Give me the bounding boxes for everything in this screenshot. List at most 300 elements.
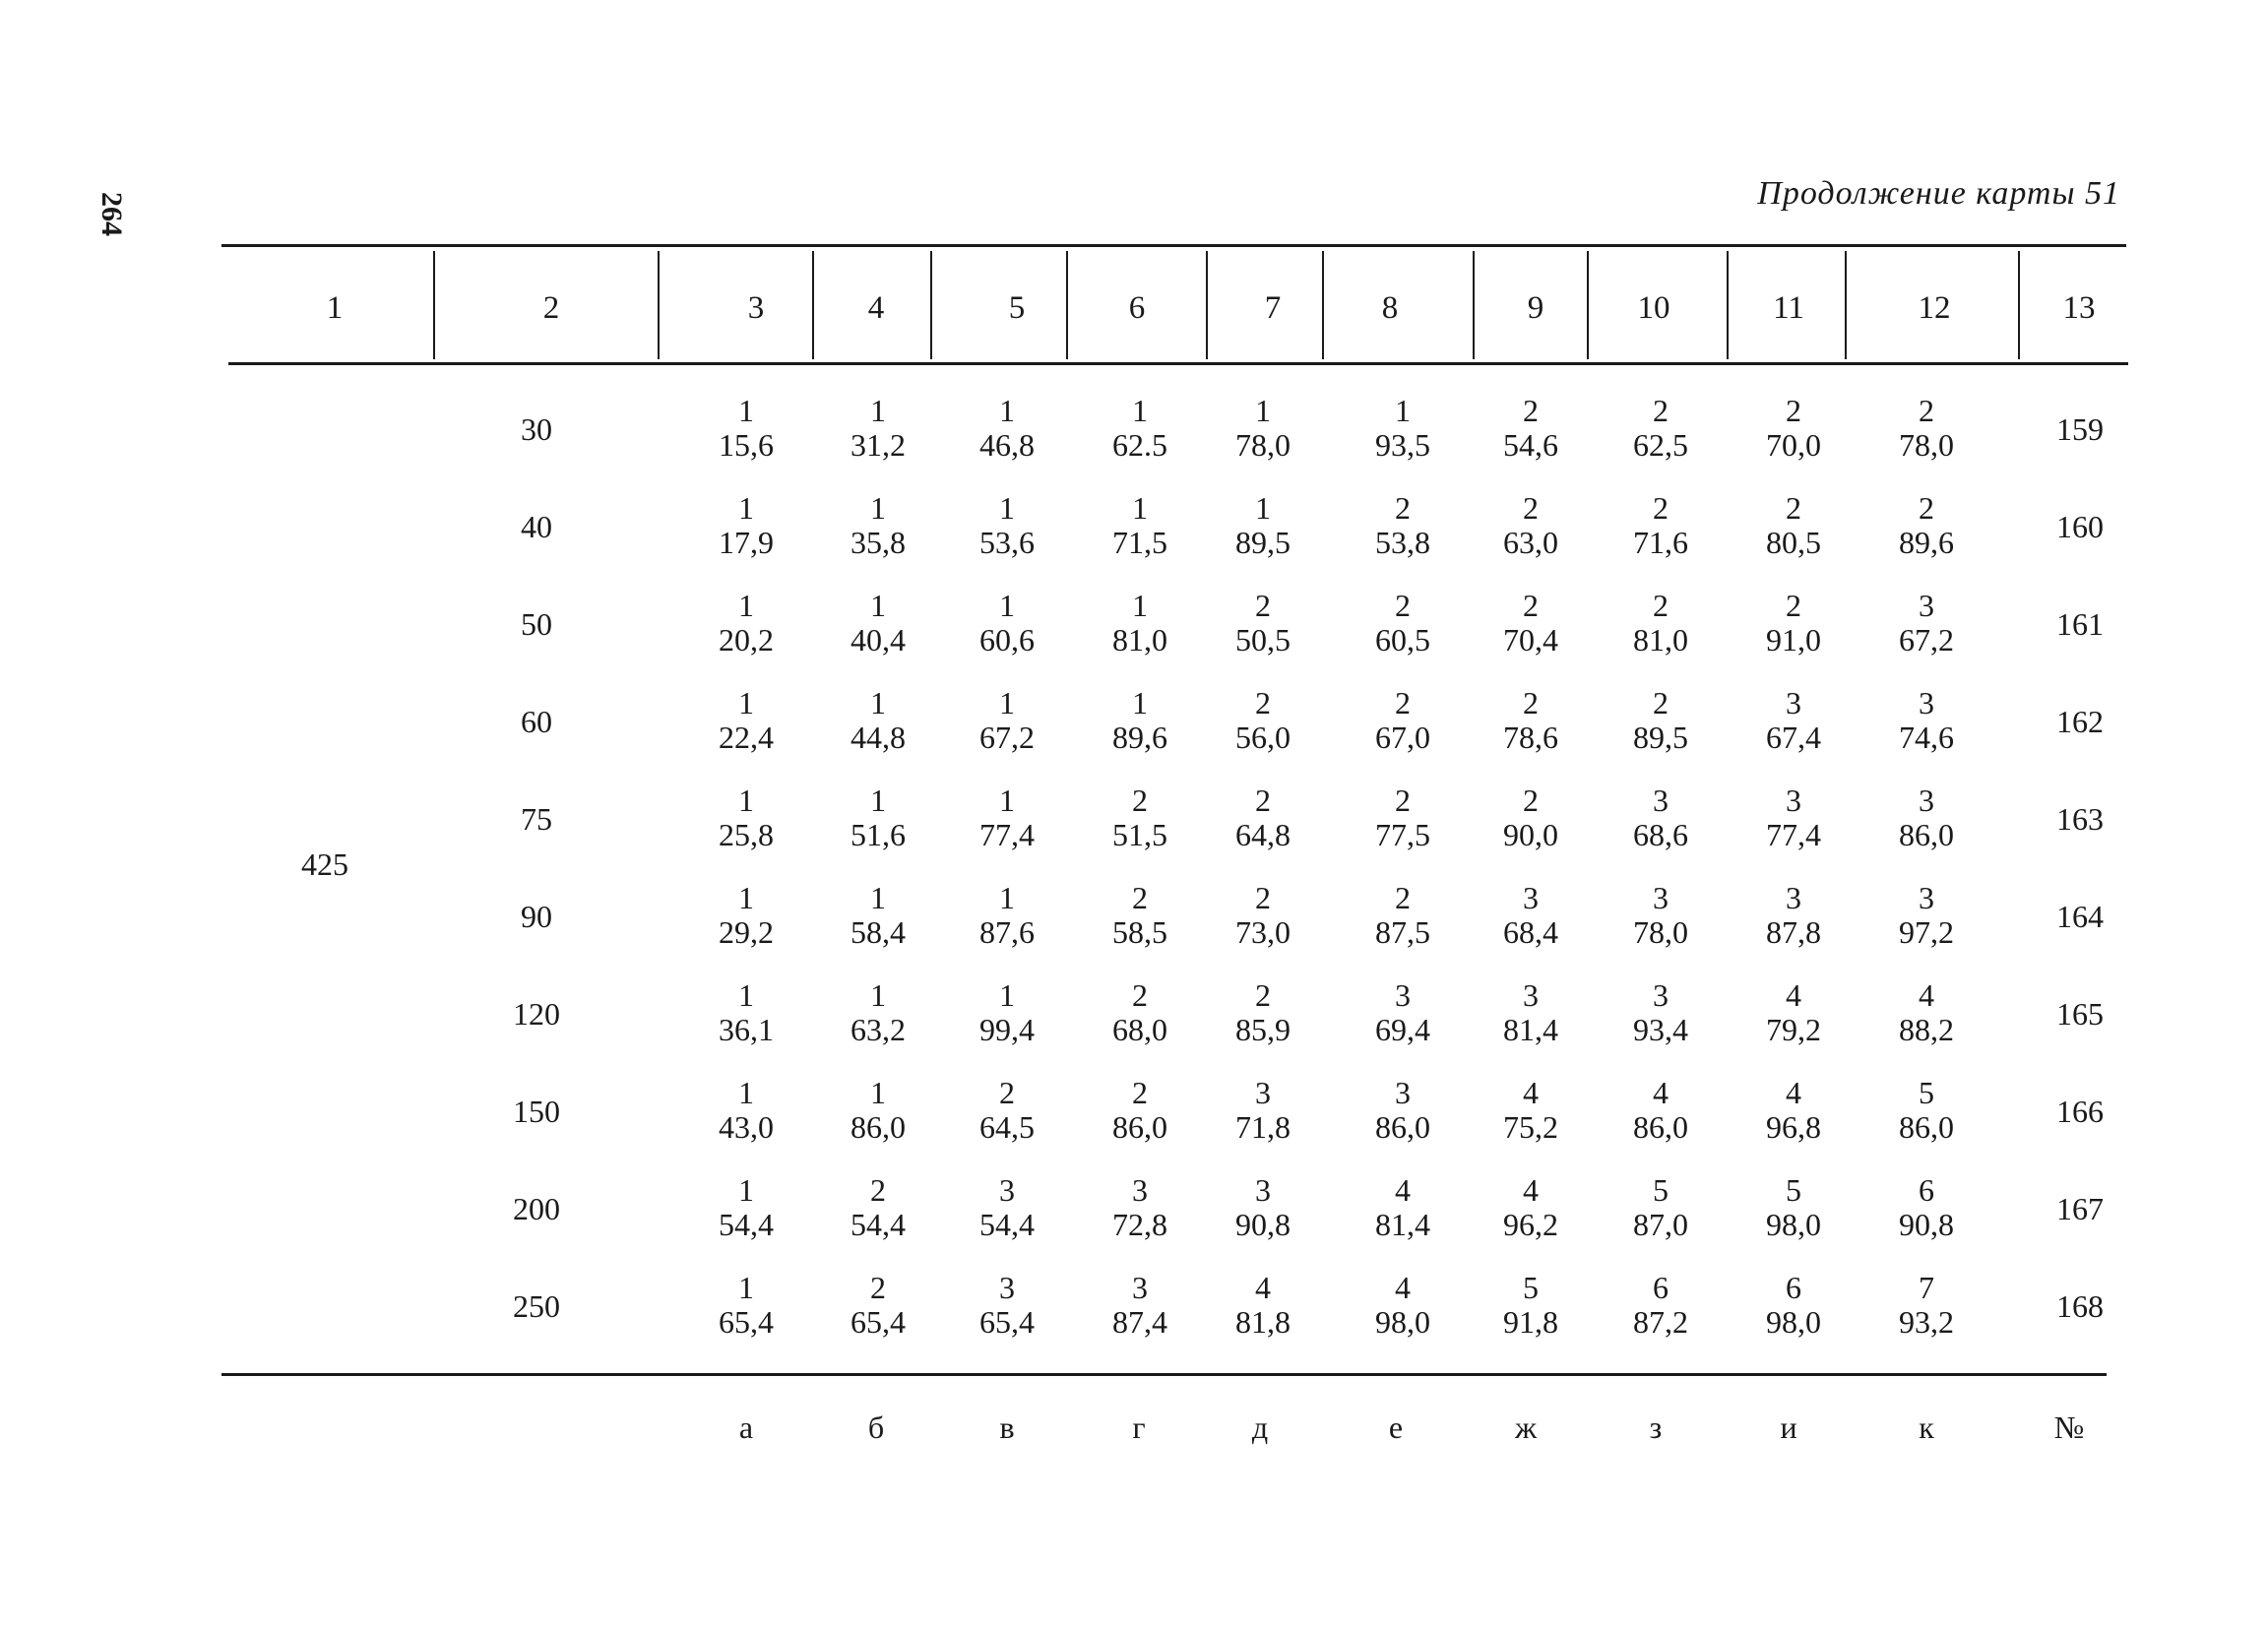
table-cell [824,589,932,657]
cell-bottom-value: 60,6 [979,622,1035,657]
cell-bottom-value: 64,8 [1235,817,1291,852]
table-cell [1086,394,1194,463]
column-header: 13 [2062,290,2096,326]
table-cell [1872,394,1981,463]
cell-top-value: 6 [1653,1270,1669,1305]
cell-bottom-value: 93,5 [1375,427,1430,463]
table-cell [1606,686,1715,755]
cell-bottom-value: 86,0 [1633,1109,1688,1145]
cell-bottom-value: 17,9 [719,525,774,560]
column-divider [1845,251,1847,359]
cell-bottom-value: 50,5 [1235,622,1291,657]
cell-top-value: 1 [1132,588,1148,623]
table-cell [1872,1173,1981,1242]
cell-bottom-value: 54,4 [850,1207,906,1242]
row-number: 165 [2056,996,2104,1032]
cell-bottom-value: 73,0 [1235,914,1291,950]
cell-top-value: 3 [1395,977,1411,1013]
column-divider [812,251,814,359]
cell-top-value: 2 [870,1270,886,1305]
table-cell [1477,783,1585,852]
cell-top-value: 2 [1523,783,1539,818]
column-divider [1206,251,1208,359]
table-cell [953,881,1061,950]
table-cell [824,686,932,755]
cell-bottom-value: 35,8 [850,525,906,560]
page-number: 264 [95,192,128,236]
cell-bottom-value: 22,4 [719,720,774,755]
cell-top-value: 2 [1653,588,1669,623]
table-cell [1739,1173,1848,1242]
table-cell [1606,881,1715,950]
cell-bottom-value: 90,0 [1503,817,1558,852]
table-bottom-rule [221,1373,2107,1376]
cell-bottom-value: 81,4 [1503,1012,1558,1047]
cell-top-value: 3 [999,1270,1015,1305]
cell-top-value: 5 [1653,1172,1669,1208]
cell-bottom-value: 62,5 [1633,427,1688,463]
cell-bottom-value: 71,5 [1112,525,1167,560]
cell-bottom-value: 53,6 [979,525,1035,560]
cell-top-value: 1 [738,880,754,915]
cell-top-value: 2 [1919,393,1934,428]
column-1-value: 425 [301,846,348,882]
table-cell [692,1173,800,1242]
cell-bottom-value: 89,6 [1899,525,1954,560]
column-header: 9 [1527,290,1544,326]
cell-bottom-value: 71,6 [1633,525,1688,560]
table-cell [692,1271,800,1340]
column-divider [1727,251,1729,359]
cell-top-value: 3 [1523,880,1539,915]
cell-top-value: 4 [1395,1172,1411,1208]
cell-bottom-value: 80,5 [1766,525,1821,560]
cell-bottom-value: 87,4 [1112,1304,1167,1340]
cell-top-value: 3 [1132,1270,1148,1305]
cell-bottom-value: 86,0 [1112,1109,1167,1145]
table-cell [953,1173,1061,1242]
table-cell [1349,783,1457,852]
cell-bottom-value: 86,0 [1899,1109,1954,1145]
cell-top-value: 1 [870,393,886,428]
cell-top-value: 1 [870,1075,886,1110]
table-cell [1349,978,1457,1047]
table-cell [1606,491,1715,560]
row-number: 161 [2056,606,2104,642]
row-number: 166 [2056,1094,2104,1129]
cell-bottom-value: 93,2 [1899,1304,1954,1340]
row-column-2-value: 150 [513,1094,560,1129]
cell-bottom-value: 78,0 [1235,427,1291,463]
table-cell [824,783,932,852]
cell-top-value: 1 [870,977,886,1013]
table-cell [824,1076,932,1145]
row-column-2-value: 200 [513,1191,560,1226]
cell-bottom-value: 51,6 [850,817,906,852]
cell-top-value: 1 [999,588,1015,623]
table-cell [1086,491,1194,560]
table-caption: Продолжение карты 51 [1757,175,2120,212]
row-column-2-value: 50 [521,606,552,642]
table-cell [1606,783,1715,852]
cell-bottom-value: 87,6 [979,914,1035,950]
cell-top-value: 2 [1786,490,1801,526]
cell-top-value: 1 [738,783,754,818]
cell-top-value: 7 [1919,1270,1934,1305]
cell-top-value: 2 [1255,783,1271,818]
table-cell [1606,1076,1715,1145]
cell-bottom-value: 69,4 [1375,1012,1430,1047]
table-cell [1086,1076,1194,1145]
cell-top-value: 4 [1786,1075,1801,1110]
cell-top-value: 3 [1523,977,1539,1013]
cell-bottom-value: 63,2 [850,1012,906,1047]
cell-top-value: 1 [870,880,886,915]
table-cell [1477,1173,1585,1242]
column-divider [2018,251,2020,359]
table-cell [1349,394,1457,463]
cell-top-value: 2 [1395,783,1411,818]
cell-top-value: 1 [999,880,1015,915]
cell-bottom-value: 58,4 [850,914,906,950]
footer-letter: е [1388,1409,1404,1445]
table-cell [1086,978,1194,1047]
table-cell [953,1271,1061,1340]
footer-letter: з [1649,1409,1663,1445]
column-divider [1322,251,1324,359]
table-cell [1739,686,1848,755]
cell-top-value: 2 [1653,490,1669,526]
table-cell [1209,1173,1317,1242]
cell-bottom-value: 85,9 [1235,1012,1291,1047]
cell-bottom-value: 56,0 [1235,720,1291,755]
cell-top-value: 1 [1132,685,1148,720]
cell-top-value: 1 [738,588,754,623]
table-cell [953,1076,1061,1145]
cell-top-value: 1 [738,977,754,1013]
cell-top-value: 1 [870,783,886,818]
table-cell [953,394,1061,463]
table-cell [1477,978,1585,1047]
table-cell [1209,394,1317,463]
cell-top-value: 1 [870,490,886,526]
cell-top-value: 3 [1919,783,1934,818]
cell-top-value: 2 [1786,393,1801,428]
cell-top-value: 4 [1786,977,1801,1013]
cell-top-value: 1 [738,1172,754,1208]
column-divider [1066,251,1068,359]
cell-bottom-value: 88,2 [1899,1012,1954,1047]
cell-bottom-value: 91,0 [1766,622,1821,657]
table-cell [692,589,800,657]
cell-bottom-value: 98,0 [1766,1207,1821,1242]
column-divider [1473,251,1475,359]
table-cell [1086,783,1194,852]
cell-bottom-value: 89,6 [1112,720,1167,755]
cell-top-value: 1 [738,1075,754,1110]
cell-bottom-value: 86,0 [850,1109,906,1145]
table-cell [824,394,932,463]
row-number: 164 [2056,899,2104,934]
cell-bottom-value: 54,4 [719,1207,774,1242]
table-cell [692,491,800,560]
table-cell [1209,1076,1317,1145]
cell-bottom-value: 63,0 [1503,525,1558,560]
table-cell [824,1271,932,1340]
cell-bottom-value: 65,4 [850,1304,906,1340]
cell-top-value: 1 [999,977,1015,1013]
cell-top-value: 4 [1523,1172,1539,1208]
cell-top-value: 2 [1395,490,1411,526]
row-number: 162 [2056,704,2104,739]
cell-bottom-value: 65,4 [979,1304,1035,1340]
cell-top-value: 1 [1395,393,1411,428]
table-cell [953,686,1061,755]
row-number: 159 [2056,411,2104,447]
cell-bottom-value: 87,8 [1766,914,1821,950]
cell-top-value: 4 [1919,977,1934,1013]
footer-letter: ж [1514,1409,1538,1445]
table-cell [1872,1076,1981,1145]
table-cell [1477,686,1585,755]
cell-bottom-value: 71,8 [1235,1109,1291,1145]
table-cell [1477,1271,1585,1340]
cell-top-value: 2 [999,1075,1015,1110]
cell-top-value: 1 [999,393,1015,428]
cell-bottom-value: 91,8 [1503,1304,1558,1340]
row-column-2-value: 30 [521,411,552,447]
cell-bottom-value: 64,5 [979,1109,1035,1145]
column-header: 12 [1918,290,1951,326]
table-cell [1209,881,1317,950]
cell-top-value: 1 [870,588,886,623]
table-cell [1606,589,1715,657]
table-cell [1739,491,1848,560]
column-divider [433,251,435,359]
cell-top-value: 2 [1255,588,1271,623]
cell-bottom-value: 29,2 [719,914,774,950]
cell-top-value: 2 [1132,783,1148,818]
cell-top-value: 3 [1255,1075,1271,1110]
cell-top-value: 1 [870,685,886,720]
cell-bottom-value: 62.5 [1112,427,1167,463]
cell-bottom-value: 54,6 [1503,427,1558,463]
cell-bottom-value: 70,0 [1766,427,1821,463]
cell-bottom-value: 79,2 [1766,1012,1821,1047]
cell-bottom-value: 89,5 [1235,525,1291,560]
cell-top-value: 6 [1919,1172,1934,1208]
column-header: 10 [1637,290,1670,326]
row-column-2-value: 40 [521,509,552,544]
table-cell [1349,1076,1457,1145]
column-header: 2 [542,290,560,326]
table-cell [1349,1173,1457,1242]
cell-top-value: 3 [1395,1075,1411,1110]
table-cell [1477,491,1585,560]
table-cell [1349,589,1457,657]
column-header: 3 [747,290,765,326]
cell-top-value: 2 [1653,685,1669,720]
footer-letter: б [867,1409,885,1445]
cell-top-value: 1 [999,685,1015,720]
cell-top-value: 1 [1132,490,1148,526]
cell-bottom-value: 74,6 [1899,720,1954,755]
table-cell [692,783,800,852]
table-cell [1086,1271,1194,1340]
cell-top-value: 2 [1786,588,1801,623]
cell-bottom-value: 67,2 [979,720,1035,755]
cell-bottom-value: 60,5 [1375,622,1430,657]
cell-top-value: 2 [1255,685,1271,720]
cell-top-value: 4 [1395,1270,1411,1305]
cell-bottom-value: 86,0 [1899,817,1954,852]
cell-top-value: 1 [1132,393,1148,428]
table-cell [1209,589,1317,657]
table-cell [1477,589,1585,657]
cell-top-value: 3 [999,1172,1015,1208]
table-cell [953,783,1061,852]
column-header: 4 [867,290,885,326]
table-cell [824,978,932,1047]
cell-bottom-value: 65,4 [719,1304,774,1340]
table-cell [1209,686,1317,755]
table-cell [1739,394,1848,463]
cell-bottom-value: 96,2 [1503,1207,1558,1242]
cell-top-value: 2 [1395,588,1411,623]
footer-letter: № [2053,1409,2085,1445]
cell-top-value: 3 [1919,685,1934,720]
cell-bottom-value: 86,0 [1375,1109,1430,1145]
cell-top-value: 2 [1523,588,1539,623]
column-divider [1587,251,1589,359]
table-cell [1739,1076,1848,1145]
cell-bottom-value: 99,4 [979,1012,1035,1047]
table-cell [824,1173,932,1242]
cell-bottom-value: 36,1 [719,1012,774,1047]
cell-top-value: 4 [1653,1075,1669,1110]
cell-bottom-value: 78,0 [1633,914,1688,950]
cell-bottom-value: 90,8 [1899,1207,1954,1242]
table-cell [1606,1271,1715,1340]
cell-top-value: 3 [1919,880,1934,915]
cell-top-value: 1 [738,490,754,526]
footer-letter: в [999,1409,1015,1445]
cell-top-value: 3 [1132,1172,1148,1208]
table-cell [692,1076,800,1145]
cell-bottom-value: 96,8 [1766,1109,1821,1145]
table-cell [1209,783,1317,852]
cell-top-value: 3 [1786,783,1801,818]
cell-bottom-value: 81,0 [1112,622,1167,657]
table-cell [1209,978,1317,1047]
cell-bottom-value: 25,8 [719,817,774,852]
cell-top-value: 5 [1919,1075,1934,1110]
table-cell [1739,783,1848,852]
table-cell [824,881,932,950]
header-bottom-rule [228,362,2128,365]
cell-bottom-value: 97,2 [1899,914,1954,950]
table-cell [1349,491,1457,560]
cell-bottom-value: 46,8 [979,427,1035,463]
cell-top-value: 1 [999,490,1015,526]
table-cell [1872,881,1981,950]
table-cell [1872,1271,1981,1340]
cell-top-value: 2 [1132,977,1148,1013]
cell-bottom-value: 81,4 [1375,1207,1430,1242]
cell-top-value: 2 [1653,393,1669,428]
footer-letter: д [1251,1409,1269,1445]
table-cell [692,394,800,463]
cell-bottom-value: 78,0 [1899,427,1954,463]
column-divider [930,251,932,359]
cell-bottom-value: 70,4 [1503,622,1558,657]
cell-bottom-value: 90,8 [1235,1207,1291,1242]
cell-top-value: 2 [870,1172,886,1208]
table-cell [692,978,800,1047]
table-cell [1209,1271,1317,1340]
footer-letter: г [1132,1409,1146,1445]
table-cell [1739,881,1848,950]
row-number: 167 [2056,1191,2104,1226]
cell-bottom-value: 58,5 [1112,914,1167,950]
cell-top-value: 6 [1786,1270,1801,1305]
cell-top-value: 3 [1786,685,1801,720]
table-cell [1086,881,1194,950]
table-cell [1349,1271,1457,1340]
header-top-rule [221,244,2126,247]
table-cell [1872,589,1981,657]
cell-bottom-value: 93,4 [1633,1012,1688,1047]
cell-bottom-value: 53,8 [1375,525,1430,560]
table-cell [692,881,800,950]
footer-letter: и [1780,1409,1797,1445]
row-column-2-value: 120 [513,996,560,1032]
column-header: 7 [1264,290,1282,326]
cell-bottom-value: 40,4 [850,622,906,657]
cell-bottom-value: 77,4 [1766,817,1821,852]
cell-top-value: 5 [1786,1172,1801,1208]
table-cell [1739,1271,1848,1340]
cell-top-value: 2 [1523,685,1539,720]
cell-bottom-value: 43,0 [719,1109,774,1145]
cell-bottom-value: 81,8 [1235,1304,1291,1340]
table-cell [1477,1076,1585,1145]
cell-top-value: 2 [1255,977,1271,1013]
cell-top-value: 2 [1255,880,1271,915]
cell-top-value: 1 [1255,393,1271,428]
cell-bottom-value: 68,0 [1112,1012,1167,1047]
table-cell [1086,1173,1194,1242]
cell-bottom-value: 98,0 [1375,1304,1430,1340]
table-cell [1477,394,1585,463]
row-column-2-value: 60 [521,704,552,739]
cell-top-value: 3 [1653,783,1669,818]
row-column-2-value: 75 [521,801,552,837]
cell-top-value: 3 [1255,1172,1271,1208]
cell-top-value: 1 [738,393,754,428]
table-cell [692,686,800,755]
cell-bottom-value: 31,2 [850,427,906,463]
cell-bottom-value: 54,4 [979,1207,1035,1242]
column-header: 8 [1381,290,1399,326]
cell-bottom-value: 87,0 [1633,1207,1688,1242]
column-divider [658,251,660,359]
cell-bottom-value: 44,8 [850,720,906,755]
table-cell [1086,686,1194,755]
table-cell [953,589,1061,657]
table-cell [1086,589,1194,657]
cell-top-value: 4 [1523,1075,1539,1110]
